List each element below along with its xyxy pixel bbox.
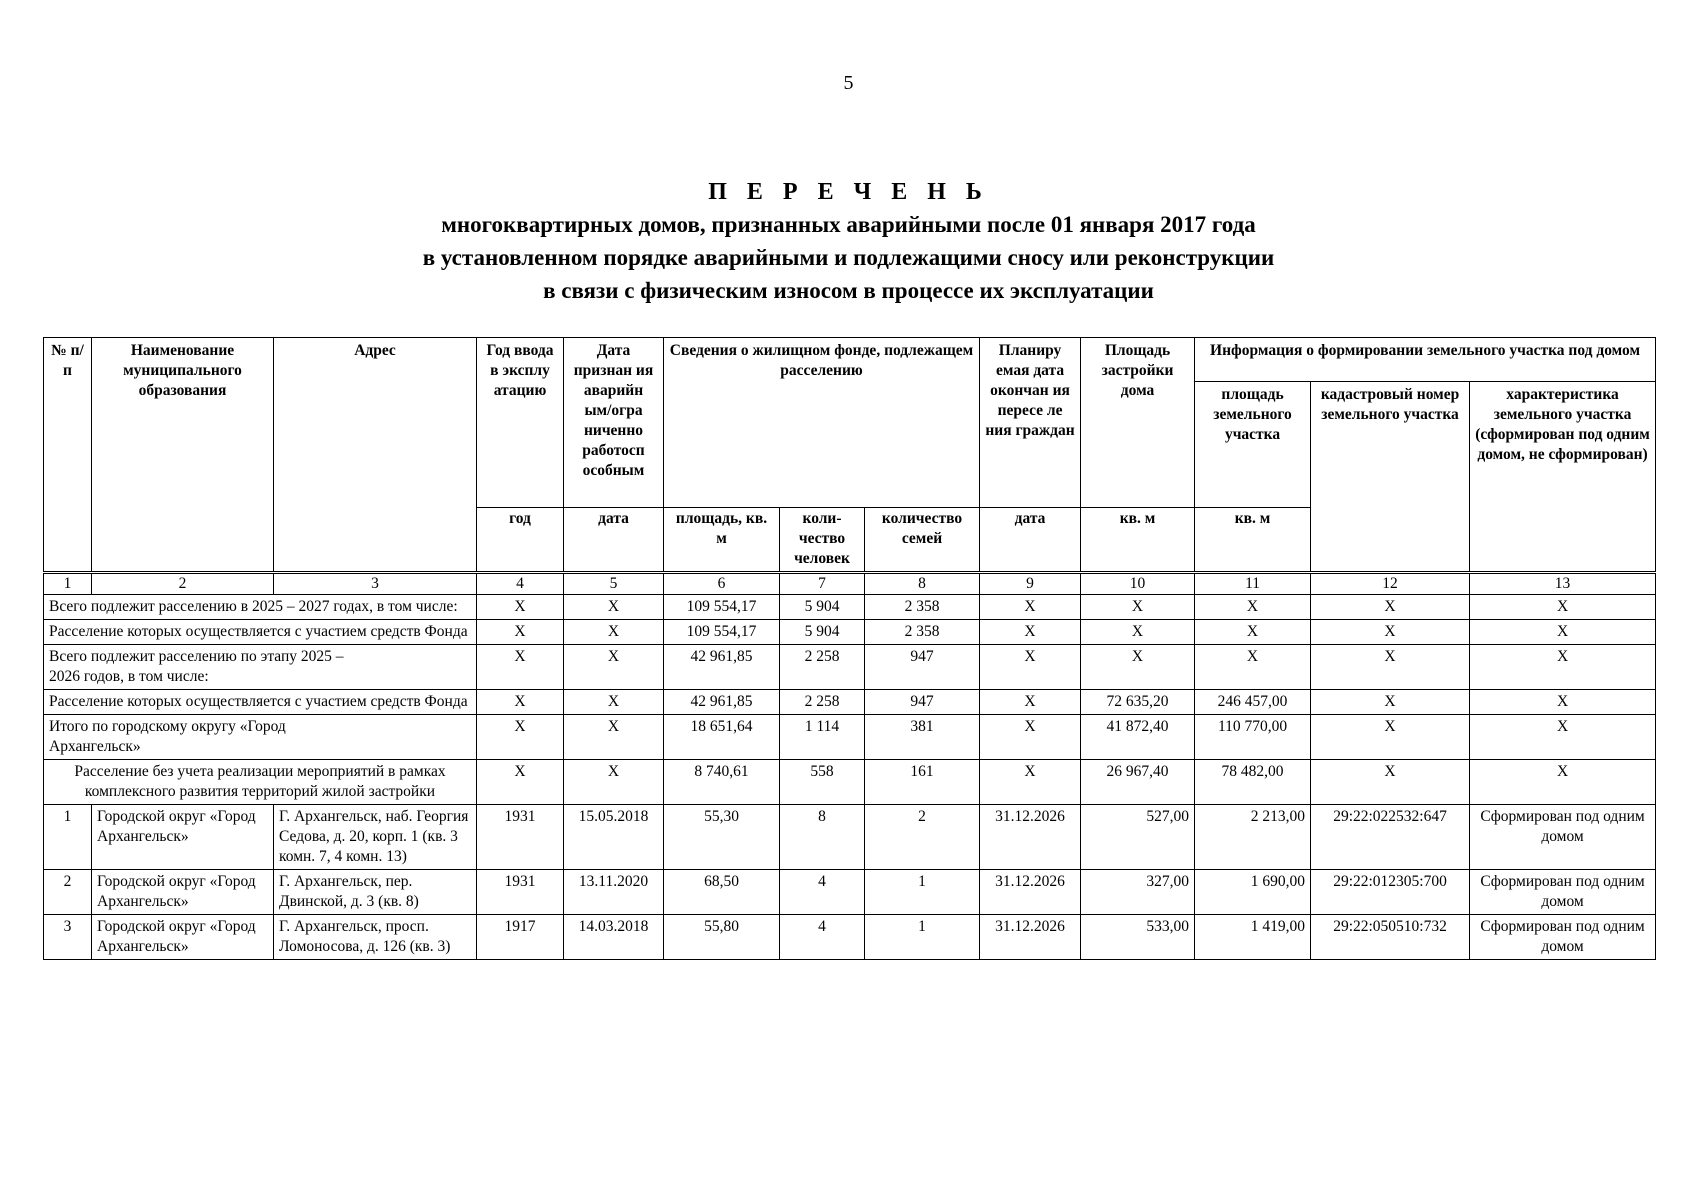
cell-year: X [477,620,564,645]
row-land-char: Сформирован под одним домом [1470,805,1656,870]
cell-year: X [477,645,564,690]
subtotal-row [44,760,1656,805]
cell-building: 41 872,40 [1081,715,1195,760]
row-date: 14.03.2018 [564,915,664,960]
col-number: 8 [865,573,980,595]
header-planned-date: Планиру емая дата окончан ия пересе ле ния граждан [980,338,1081,508]
cell-people: 2 258 [780,645,865,690]
cell-date: X [564,690,664,715]
cell-families: 947 [865,690,980,715]
row-num: 1 [44,805,92,870]
cell-area: 42 961,85 [664,645,780,690]
row-date: 13.11.2020 [564,870,664,915]
document-title [0,176,1697,307]
col-number: 7 [780,573,865,595]
header-cadastral: кадастровый номер земельного участка [1311,382,1470,573]
unit-planned: дата [980,508,1081,573]
cell-year: X [477,760,564,805]
cell-planned: X [980,595,1081,620]
row-municipality: Городской округ «Город Архангельск» [92,915,274,960]
row-address: Г. Архангельск, просп. Ломоносова, д. 126 (кв. 3) [274,915,477,960]
houses-table [43,337,1656,960]
col-number: 12 [1311,573,1470,595]
cell-people: 5 904 [780,595,865,620]
summary-label: Всего подлежит расселению в 2025 – 2027 годах, в том числе: [44,595,477,620]
unit-area: площадь, кв. м [664,508,780,573]
summary-row [44,620,1656,645]
row-land: 1 690,00 [1195,870,1311,915]
table-row [44,870,1656,915]
cell-date: X [564,595,664,620]
cell-planned: X [980,620,1081,645]
unit-date: дата [564,508,664,573]
col-number: 6 [664,573,780,595]
header-year: Год ввода в эксплу атацию [477,338,564,508]
row-planned: 31.12.2026 [980,915,1081,960]
cell-year: X [477,595,564,620]
cell-area: 109 554,17 [664,595,780,620]
cell-area: 18 651,64 [664,715,780,760]
cell-area: 8 740,61 [664,760,780,805]
row-families: 1 [865,915,980,960]
header-housing-group: Сведения о жилищном фонде, подлежащем расселению [664,338,980,508]
cell-land: X [1195,645,1311,690]
cell-year: X [477,690,564,715]
cell-people: 558 [780,760,865,805]
title-line-4: в связи с физическим износом в процессе их эксплуатации [543,278,1154,303]
cell-building: X [1081,620,1195,645]
cell-building: 72 635,20 [1081,690,1195,715]
cell-land: X [1195,620,1311,645]
row-building: 327,00 [1081,870,1195,915]
row-municipality: Городской округ «Город Архангельск» [92,805,274,870]
unit-people: коли- чество человек [780,508,865,573]
title-line-1: П Е Р Е Ч Е Н Ь [708,179,989,205]
cell-char: X [1470,760,1656,805]
cell-date: X [564,620,664,645]
cell-cadastral: X [1311,645,1470,690]
row-building: 527,00 [1081,805,1195,870]
title-line-3: в установленном порядке аварийными и подлежащими сносу или реконструкции [422,245,1275,270]
summary-row [44,690,1656,715]
col-number: 5 [564,573,664,595]
cell-planned: X [980,715,1081,760]
summary-label: Итого по городскому округу «Город Архангельск» [44,715,477,760]
row-year: 1931 [477,805,564,870]
row-year: 1931 [477,870,564,915]
col-number: 4 [477,573,564,595]
cell-building: 26 967,40 [1081,760,1195,805]
header-num: № п/п [44,338,92,573]
row-people: 4 [780,870,865,915]
row-year: 1917 [477,915,564,960]
row-num: 2 [44,870,92,915]
summary-row [44,645,1656,690]
cell-families: 161 [865,760,980,805]
col-number: 1 [44,573,92,595]
unit-year: год [477,508,564,573]
header-land-area: площадь земельного участка [1195,382,1311,508]
cell-planned: X [980,690,1081,715]
cell-date: X [564,760,664,805]
column-number-row [44,573,1656,595]
row-num: 3 [44,915,92,960]
cell-families: 947 [865,645,980,690]
cell-char: X [1470,595,1656,620]
cell-cadastral: X [1311,595,1470,620]
row-municipality: Городской округ «Город Архангельск» [92,870,274,915]
row-area: 55,30 [664,805,780,870]
col-number: 3 [274,573,477,595]
cell-planned: X [980,645,1081,690]
cell-land: 78 482,00 [1195,760,1311,805]
row-cadastral: 29:22:050510:732 [1311,915,1470,960]
unit-families: количество семей [865,508,980,573]
header-building-area: Площадь застройки дома [1081,338,1195,508]
cell-land: 246 457,00 [1195,690,1311,715]
summary-label: Расселение которых осуществляется с участием средств Фонда [44,690,477,715]
cell-people: 2 258 [780,690,865,715]
header-land-group: Информация о формировании земельного участка под домом [1195,338,1656,382]
row-cadastral: 29:22:022532:647 [1311,805,1470,870]
cell-cadastral: X [1311,620,1470,645]
col-number: 2 [92,573,274,595]
col-number: 10 [1081,573,1195,595]
cell-planned: X [980,760,1081,805]
col-number: 9 [980,573,1081,595]
cell-area: 109 554,17 [664,620,780,645]
row-land: 2 213,00 [1195,805,1311,870]
cell-char: X [1470,620,1656,645]
row-people: 8 [780,805,865,870]
row-date: 15.05.2018 [564,805,664,870]
row-planned: 31.12.2026 [980,805,1081,870]
row-planned: 31.12.2026 [980,870,1081,915]
header-address: Адрес [274,338,477,573]
header-land-char: характеристика земельного участка (сформирован под одним домом, не сформирован) [1470,382,1656,573]
unit-building: кв. м [1081,508,1195,573]
cell-land: X [1195,595,1311,620]
col-number: 13 [1470,573,1656,595]
cell-people: 1 114 [780,715,865,760]
table-row [44,805,1656,870]
title-line-2: многоквартирных домов, признанных аварийными после 01 января 2017 года [441,212,1256,237]
cell-families: 2 358 [865,620,980,645]
cell-date: X [564,715,664,760]
cell-year: X [477,715,564,760]
row-address: Г. Архангельск, наб. Георгия Седова, д. 20, корп. 1 (кв. 3 комн. 7, 4 комн. 13) [274,805,477,870]
cell-char: X [1470,645,1656,690]
row-land-char: Сформирован под одним домом [1470,870,1656,915]
cell-char: X [1470,715,1656,760]
row-families: 1 [865,870,980,915]
cell-date: X [564,645,664,690]
subtotal-label: Расселение без учета реализации мероприятий в рамках комплексного развития территорий жилой застройки [44,760,477,805]
row-area: 68,50 [664,870,780,915]
col-number: 11 [1195,573,1311,595]
cell-cadastral: X [1311,690,1470,715]
header-municipality: Наименование муниципального образования [92,338,274,573]
page-number: 5 [843,72,854,94]
cell-families: 381 [865,715,980,760]
cell-char: X [1470,690,1656,715]
row-families: 2 [865,805,980,870]
table-row [44,915,1656,960]
summary-label: Всего подлежит расселению по этапу 2025 – 2026 годов, в том числе: [44,645,477,690]
row-cadastral: 29:22:012305:700 [1311,870,1470,915]
cell-families: 2 358 [865,595,980,620]
summary-row [44,595,1656,620]
cell-building: X [1081,645,1195,690]
summary-label: Расселение которых осуществляется с участием средств Фонда [44,620,477,645]
cell-land: 110 770,00 [1195,715,1311,760]
cell-area: 42 961,85 [664,690,780,715]
row-land: 1 419,00 [1195,915,1311,960]
unit-land: кв. м [1195,508,1311,573]
cell-building: X [1081,595,1195,620]
row-building: 533,00 [1081,915,1195,960]
row-address: Г. Архангельск, пер. Двинской, д. 3 (кв. 8) [274,870,477,915]
row-area: 55,80 [664,915,780,960]
summary-row [44,715,1656,760]
cell-cadastral: X [1311,715,1470,760]
header-date-recognized: Дата признан ия аварийн ым/огра ниченно работосп особным [564,338,664,508]
row-people: 4 [780,915,865,960]
cell-people: 5 904 [780,620,865,645]
row-land-char: Сформирован под одним домом [1470,915,1656,960]
cell-cadastral: X [1311,760,1470,805]
